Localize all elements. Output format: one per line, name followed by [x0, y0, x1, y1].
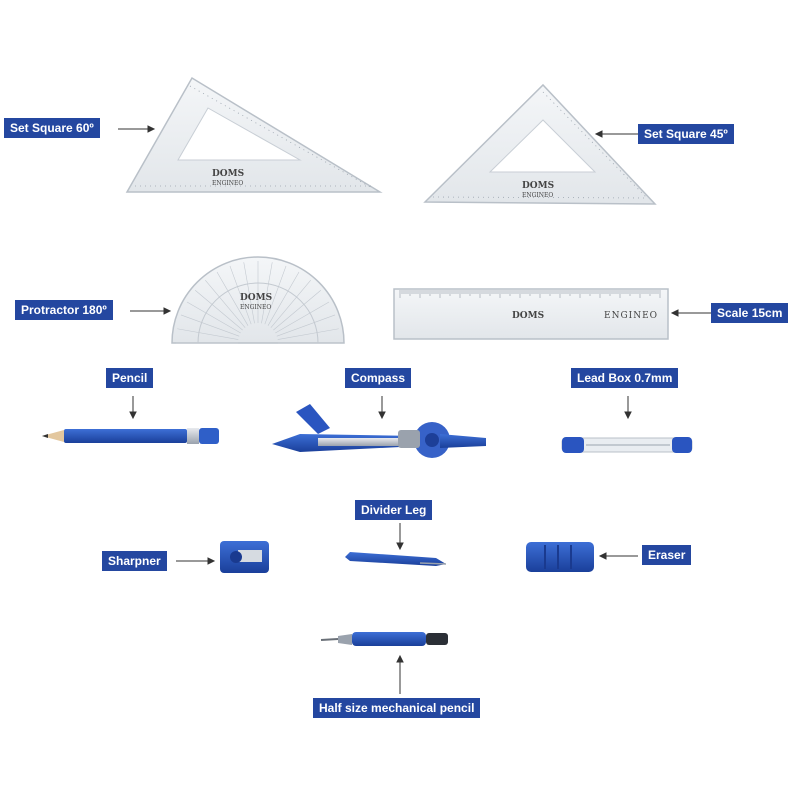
label-scale: Scale 15cm [711, 303, 788, 323]
label-mech-pencil: Half size mechanical pencil [313, 698, 480, 718]
set-square-45-image [425, 85, 655, 204]
protractor-image [172, 257, 344, 343]
lead-box-image [562, 437, 692, 453]
label-divider-leg: Divider Leg [355, 500, 432, 520]
set-square-60-image [127, 78, 380, 192]
mechanical-pencil-image [321, 632, 448, 646]
label-sharpner: Sharpner [102, 551, 167, 571]
set-square-45-logo: DOMS [522, 181, 555, 191]
scale-brand: ENGINEO [604, 311, 659, 321]
label-protractor: Protractor 180º [15, 300, 113, 320]
label-pencil: Pencil [106, 368, 153, 388]
protractor-brand: ENGINEO [240, 304, 272, 311]
label-set-square-60: Set Square 60º [4, 118, 100, 138]
scale-logo: DOMS [512, 311, 545, 321]
set-square-45-brand: ENGINEO [522, 192, 554, 199]
label-connectors [118, 126, 711, 694]
sharpner-image [220, 541, 269, 573]
pencil-image [42, 428, 219, 444]
eraser-image [526, 542, 594, 572]
label-eraser: Eraser [642, 545, 691, 565]
label-lead-box: Lead Box 0.7mm [571, 368, 678, 388]
label-compass: Compass [345, 368, 411, 388]
set-square-60-logo: DOMS [212, 169, 245, 179]
divider-leg-image [345, 552, 446, 566]
set-square-60-brand: ENGINEO [212, 180, 244, 187]
label-set-square-45: Set Square 45º [638, 124, 734, 144]
protractor-logo: DOMS [240, 293, 273, 303]
scale-image [394, 289, 668, 339]
